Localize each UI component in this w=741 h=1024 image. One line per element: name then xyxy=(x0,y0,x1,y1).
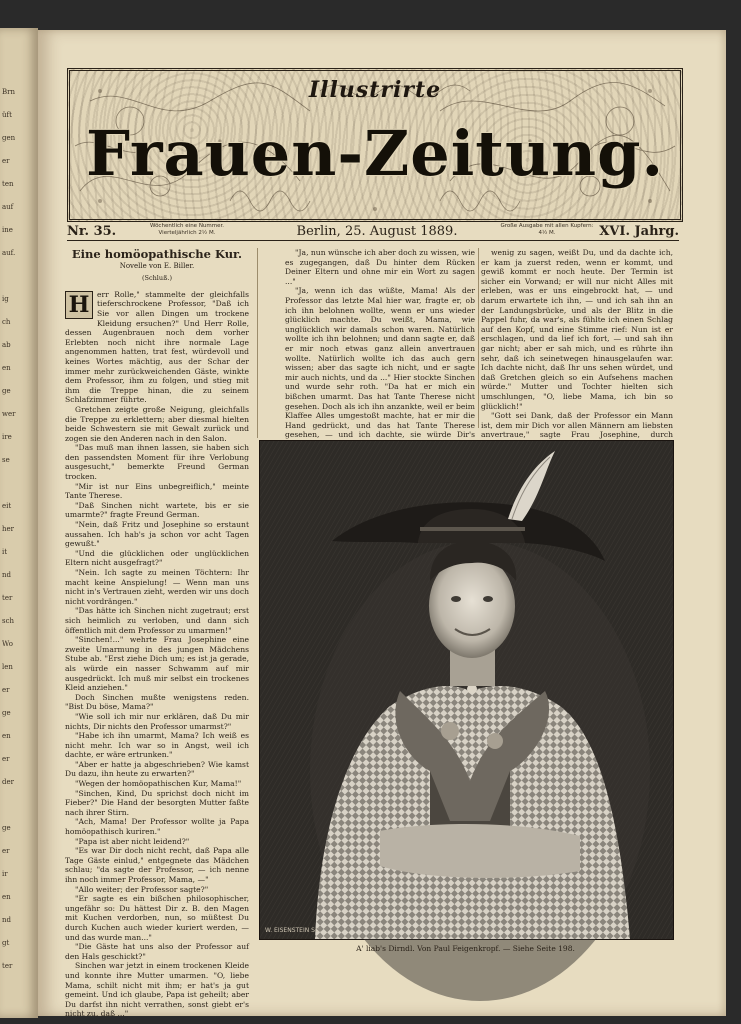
dateline xyxy=(67,222,679,240)
story-author: Novelle von E. Biller. xyxy=(119,261,195,270)
facing-page-fragment: en xyxy=(2,893,11,901)
story-paragraph: "Habe ich ihn umarmt, Mama? Ich weiß es nicht mehr. Ich war so in Angst, weil ich dachte, er wäre ertrunken." xyxy=(65,731,249,760)
engraving-plate xyxy=(259,440,674,940)
story-paragraph: "Nein, daß Fritz und Josephine so erstaunt aussahen. Ich hab's ja schon vor acht Tagen gewußt." xyxy=(65,520,249,549)
facing-page-fragment: ir xyxy=(2,870,8,878)
story-paragraph: "Sinchen, Kind, Du sprichst doch nicht im Fieber?" Die Hand der besorgten Mutter faßte nach ihrer Stirn. xyxy=(65,788,249,817)
facing-page-fragment: nd xyxy=(2,571,11,579)
story-paragraph: "Das hätte ich Sinchen nicht zugetraut; erst sich heimlich zu verloben, und dann sich öffentlich mit dem Professor zu umarmen!" xyxy=(65,606,249,635)
engraving-dirndl-girl xyxy=(260,441,673,939)
facing-page-fragment: gt xyxy=(2,939,10,947)
facing-page-fragment: auf xyxy=(2,203,14,211)
facing-page-edge xyxy=(0,28,38,1018)
newspaper-page xyxy=(38,30,726,1019)
story-paragraph: "Sinchen!..." wehrte Frau Josephine eine zweite Umarmung in des jungen Mädchens Stube ab. "Erst ziehe Dich um; es ist ja gerade, als würde ein nasser Schwamm auf mir ausgedrückt. Ich muß mir selbst ein trockenes Kleid anziehen." xyxy=(65,635,249,693)
facing-page-fragment: ab xyxy=(2,341,11,349)
story-paragraph: "Die Gäste hat uns also der Professor auf den Hals geschickt?" xyxy=(65,942,249,961)
subscription-note: Wöchentlich eine Nummer. Vierteljährlich 2½ M. xyxy=(149,223,225,236)
facing-page-fragment: ten xyxy=(2,180,14,188)
facing-page-fragment: ge xyxy=(2,387,11,395)
story-paragraph: "Wegen der homöopathischen Kur, Mama!" xyxy=(75,779,242,789)
story-paragraph: "Mir ist nur Eins unbegreiflich," meinte Tante Therese. xyxy=(65,481,249,501)
facing-page-fragment: ire xyxy=(2,433,12,441)
column-2 xyxy=(285,248,475,440)
story-paragraph: "Es war Dir doch nicht recht, daß Papa alle Tage Gäste einlud," entgegnete das Mädchen schlau; "da sagte der Professor, — ich nenne ihn noch immer Professor, Mama, —" xyxy=(65,846,249,884)
story-paragraph: Gretchen zeigte große Neigung, gleichfalls die Treppe zu erklettern; aber diesmal hielten beide Schwestern sie mit Gewalt zurück und zogen sie den Anderen nach in den Salon. xyxy=(65,404,249,443)
story-paragraph: wenig zu sagen, weißt Du, und da dachte ich, er kam ja zuerst reden, wenn er kommt, und gewiß kommt er noch heute. Der Termin ist sicher ein Vorwand; er will nur nicht Alles mit erleben, was er uns eingebrockt hat, — und darum erwartete ich ihn, — und ich sah ihn an der Landungsbrücke, und als der Blitz in die Pappel fuhr, da war's, als fühlte ich einen Schlag auf den Kopf, und eine Stimme rief: Nun ist er erschlagen, und da lief ich fort, — und sah ihn gar nicht; aber er sah mich, und es rührte ihn sehr, daß ich seinetwegen hinausgelaufen war. Ich dachte nicht, daß Ihr uns sehen würdet, und daß Gretchen gleich so ein Aufsehens machen würde." Mutter und Tochter hielten sich umschlungen, "O, liebe Mama, ich bin so glücklich!" xyxy=(481,248,673,411)
header-rule xyxy=(67,240,679,241)
facing-page-fragment: her xyxy=(2,525,14,533)
column-rule xyxy=(257,248,258,438)
facing-page-fragment: der xyxy=(2,778,14,786)
facing-page-fragment: ig xyxy=(2,295,9,303)
story-paragraph: Sinchen war jetzt in einem trockenen Kleide und konnte ihre Mutter umarmen. "O, liebe Mama, schilt nicht mit ihm; er hat's ja gut gemeint. Und ich glaube, Papa ist geheilt; aber Du darfst ihn nicht verrathen, sonst giebt er's nicht zu, daß ..." xyxy=(65,961,249,1019)
column-2-paragraphs xyxy=(285,248,475,459)
story-paragraph: "Und die glücklichen oder unglücklichen Eltern nicht ausgefragt?" xyxy=(65,548,249,568)
story-paragraph: "Nein. Ich sagte zu meinen Töchtern: Ihr macht keine Anspielung! — Wenn man uns nicht in's Vertrauen zieht, werden wir uns doch nicht vordrängen." xyxy=(65,568,249,606)
facing-page-fragment: er xyxy=(2,157,10,165)
illustration-caption: A' liab's Dirndl. Von Paul Feigenkropf. — Siehe Seite 198. xyxy=(356,944,575,953)
column-rule xyxy=(478,248,479,428)
facing-page-fragment: Wo xyxy=(2,640,13,648)
facing-page-fragment: gen xyxy=(2,134,16,142)
story-paragraph: "Ja, wenn ich das wüßte, Mama! Als der Professor das letzte Mal hier war, fragte er, ob ich ihn belohnen wollte, wenn er uns wieder glücklich machte. Du weißt, Mama, wie unglücklich wir damals schon waren. Natürlich wollte ich ihn belohnen; und dann sagte er, daß er mir noch etwas ganz allein anvertrauen wollte. Natürlich wollte ich das auch gern wissen; aber das sagte ich nicht, und er sagte mir auch nichts, und da ..." Hier stockte Sinchen und wurde sehr roth. "Da hat er mich ein bißchen umarmt. Das hat Tante Therese nicht gesehen. Doch als ich ihn anzankte, weil er beim Klaffee Alles umgestoßt machte, hat er mir die Hand gedrückt, und das hat Tante Therese gesehen, — und ich dachte, sie würde Dir's xyxy=(285,286,475,440)
facing-page-fragment: nd xyxy=(2,916,11,924)
facing-page-fragment: len xyxy=(2,663,13,671)
facing-page-fragment: ge xyxy=(2,824,11,832)
facing-page-fragment: er xyxy=(2,686,10,694)
issue-number: Nr. 35. xyxy=(67,224,117,239)
facing-page-fragment: er xyxy=(2,755,10,763)
facing-page-fragment: ter xyxy=(2,594,13,602)
facing-page-fragment: üft xyxy=(2,111,12,119)
masthead xyxy=(67,68,683,222)
volume-year: XVI. Jahrg. xyxy=(599,224,679,239)
masthead-kicker: Illustrirte xyxy=(308,77,442,103)
story-paragraph: "Ach, Mama! Der Professor wollte ja Papa homöopathisch kuriren." xyxy=(65,817,249,837)
story-first-paragraph xyxy=(65,290,249,405)
first-paragraph-text: err Rolle," stammelte der gleichfalls tieferschrockene Professor, "Daß ich Sie vor allen Dingen um trockene Kleidung ersuchen?" Und Herr Rolle, dessen Augenbrauen noch dem vorher Erlebten noch nicht ihre normale Lage angenommen hatten, trat fest, würdevoll und keines Wortes mächtig, aus der Schar der immer mehr zurückweichenden Gäste, winkte dem Professor, ihm zu folgen, und stieg mit ihm die Treppe hinan, die zu seinem Schlafzimmer führte. xyxy=(65,289,249,405)
facing-page-fragment: wer xyxy=(2,410,16,418)
facing-page-fragment: ter xyxy=(2,962,13,970)
engraver-signature: W. EISENSTEIN SC. xyxy=(265,927,322,934)
facing-page-fragment: it xyxy=(2,548,8,556)
facing-page-fragment: en xyxy=(2,364,11,372)
story-paragraph: "Gott sei Dank, daß der Professor ein Mann ist, dem mir Dich vor allen Männern am liebsten anvertraue," sagte Frau Josephine, durch xyxy=(481,411,673,440)
facing-page-fragment: ge xyxy=(2,709,11,717)
story-paragraph: "Papa ist aber nicht leidend?" xyxy=(75,836,190,846)
facing-page-fragment: sch xyxy=(2,617,15,625)
column-3 xyxy=(481,248,673,440)
story-paragraph: "Das muß man ihnen lassen, sie haben sich den passendsten Moment für ihre Verlobung ausgesucht," bemerkte Freund German trocken. xyxy=(65,443,249,482)
story-paragraph: "Ja, nun wünsche ich aber doch zu wissen, wie es zugegangen, daß Du hinter dem Rücken Deiner Eltern und ohne mir ein Wort zu sagen ..." xyxy=(285,248,475,286)
facing-page-fragment: er xyxy=(2,847,10,855)
drop-cap: H xyxy=(65,291,93,319)
facing-page-fragment: ine xyxy=(2,226,13,234)
issue-date: Berlin, 25. August 1889. xyxy=(296,224,458,239)
column-1-paragraphs xyxy=(65,405,249,1019)
column-3-paragraphs xyxy=(481,248,673,449)
edition-note: Große Ausgabe mit allen Kupfern: 4½ M. xyxy=(500,223,594,236)
facing-page-fragment: eit xyxy=(2,502,12,510)
facing-page-fragment: en xyxy=(2,732,11,740)
story-paragraph: Doch Sinchen mußte wenigstens reden. "Bist Du böse, Mama?" xyxy=(65,692,249,712)
story-note: (Schluß.) xyxy=(141,274,173,283)
story-title: Eine homöopathische Kur. xyxy=(71,247,243,261)
story-paragraph: "Allo weiter; der Professor sagte?" xyxy=(75,884,209,894)
story-paragraph: "Aber er hatte ja abgeschrieben? Wie kamst Du dazu, ihn heute zu erwarten?" xyxy=(65,759,249,779)
facing-page-fragment: Brn xyxy=(2,88,15,96)
masthead-title: Frauen-Zeitung. xyxy=(85,117,665,190)
facing-page-fragment: ch xyxy=(2,318,11,326)
facing-page-fragment: auf. xyxy=(2,249,16,257)
story-paragraph: "Wie soll ich mir nur erklären, daß Du mir nichts, Dir nichts den Professor umarmst?" xyxy=(65,711,249,731)
column-1 xyxy=(65,247,249,1019)
story-paragraph: "Daß Sinchen nicht wartete, bis er sie umarmte?" fragte Freund German. xyxy=(65,500,249,520)
story-paragraph: "Er sagte es ein bißchen philosophischer, ungefähr so: Du hättest Dir z. B. den Magen mit Kuchen verdorben, nun, so müßtest Du durch Kuchen auch wieder kuriert werden, — und das wurde man..." xyxy=(65,894,249,942)
facing-page-fragment: se xyxy=(2,456,10,464)
